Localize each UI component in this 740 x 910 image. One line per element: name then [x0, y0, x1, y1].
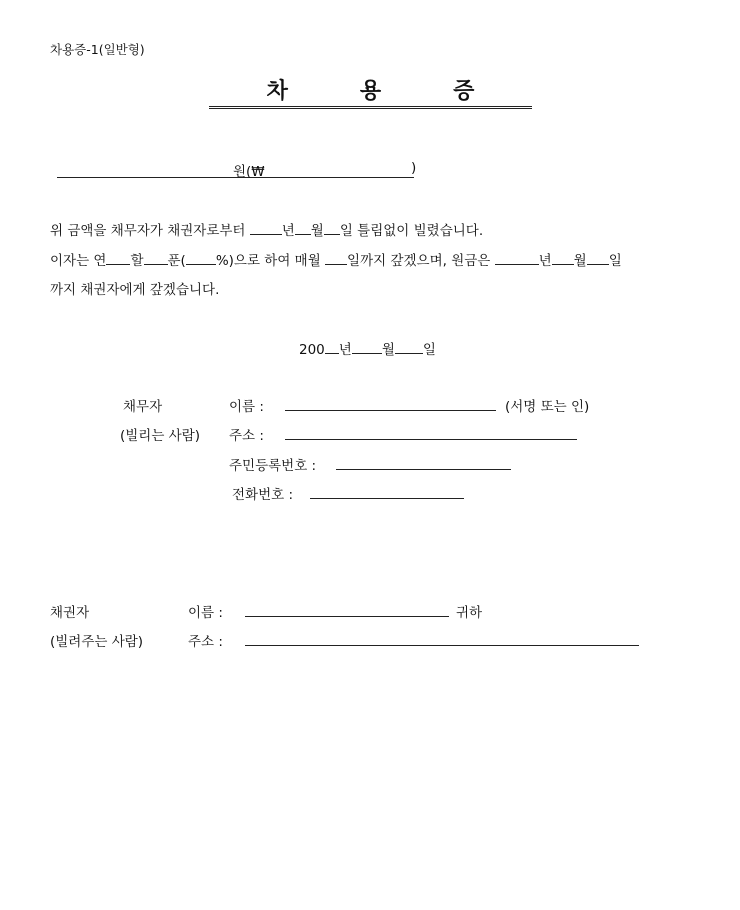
date-month-blank[interactable]: [352, 341, 382, 354]
repay-year-label: 년: [538, 253, 552, 269]
borrow-month-blank[interactable]: [295, 222, 311, 235]
interest-hal-label: 할: [130, 253, 144, 269]
borrow-day-label: 일 틀림없이 빌렸습니다.: [339, 223, 484, 239]
debtor-phone-blank[interactable]: [310, 498, 464, 499]
debtor-sign-note: (서명 또는 인): [505, 399, 590, 415]
title-char-1: 차: [266, 79, 288, 104]
document-title: [209, 74, 532, 109]
monthly-day-label: 일까지 갚겠으며, 원금은: [347, 253, 495, 269]
borrow-day-blank[interactable]: [324, 222, 340, 235]
date-month-label: 월: [381, 342, 395, 358]
creditor-address-label: 주소 :: [188, 634, 223, 650]
creditor-address-blank[interactable]: [245, 645, 639, 646]
borrow-year-blank[interactable]: [250, 222, 282, 235]
interest-pct-label: %)으로 하여 매월: [215, 253, 326, 269]
date-year-label: 년: [338, 342, 352, 358]
date-day-label: 일: [422, 342, 436, 358]
debtor-id-label: 주민등록번호 :: [229, 458, 317, 474]
repay-day-blank[interactable]: [587, 252, 609, 265]
title-char-2: 용: [359, 79, 382, 104]
form-code: 차용증-1(일반형): [50, 42, 145, 57]
debtor-address-label: 주소 :: [229, 428, 264, 444]
debtor-label: 채무자: [123, 399, 163, 415]
debtor-name-label: 이름 :: [229, 399, 264, 415]
date-year-prefix: 200: [299, 342, 325, 358]
interest-pct-blank[interactable]: [186, 252, 216, 265]
body-line-3: 까지 채권자에게 갚겠습니다.: [50, 282, 220, 298]
body-line-1: [50, 219, 483, 239]
interest-pun-label: 푼(: [167, 253, 186, 269]
borrow-month-label: 월: [310, 223, 324, 239]
amount-close-paren: ): [411, 160, 417, 176]
body-line-2: [50, 249, 622, 269]
debtor-sublabel: (빌리는 사람): [120, 428, 201, 444]
monthly-day-blank[interactable]: [325, 252, 347, 265]
repay-year-blank[interactable]: [495, 252, 539, 265]
date-year-blank[interactable]: [325, 341, 339, 354]
body-line-1-text: 위 금액을 채무자가 채권자로부터: [50, 223, 250, 239]
interest-pun-blank[interactable]: [144, 252, 168, 265]
amount-currency-label: 원(₩: [233, 164, 265, 180]
creditor-honorific: 귀하: [456, 605, 483, 621]
debtor-id-blank[interactable]: [336, 469, 511, 470]
creditor-sublabel: (빌려주는 사람): [50, 634, 144, 650]
debtor-address-blank[interactable]: [285, 439, 577, 440]
title-char-3: 증: [453, 79, 475, 104]
debtor-name-blank[interactable]: [285, 410, 496, 411]
date-day-blank[interactable]: [395, 341, 423, 354]
interest-text: 이자는 연: [50, 253, 107, 269]
borrow-year-label: 년: [281, 223, 295, 239]
document-date: [299, 338, 436, 358]
interest-hal-blank[interactable]: [106, 252, 130, 265]
debtor-phone-label: 전화번호 :: [232, 487, 294, 503]
repay-day-label: 일: [608, 253, 622, 269]
creditor-name-label: 이름 :: [188, 605, 223, 621]
repay-month-label: 월: [573, 253, 587, 269]
creditor-label: 채권자: [50, 605, 90, 621]
creditor-name-blank[interactable]: [245, 616, 449, 617]
repay-month-blank[interactable]: [552, 252, 574, 265]
